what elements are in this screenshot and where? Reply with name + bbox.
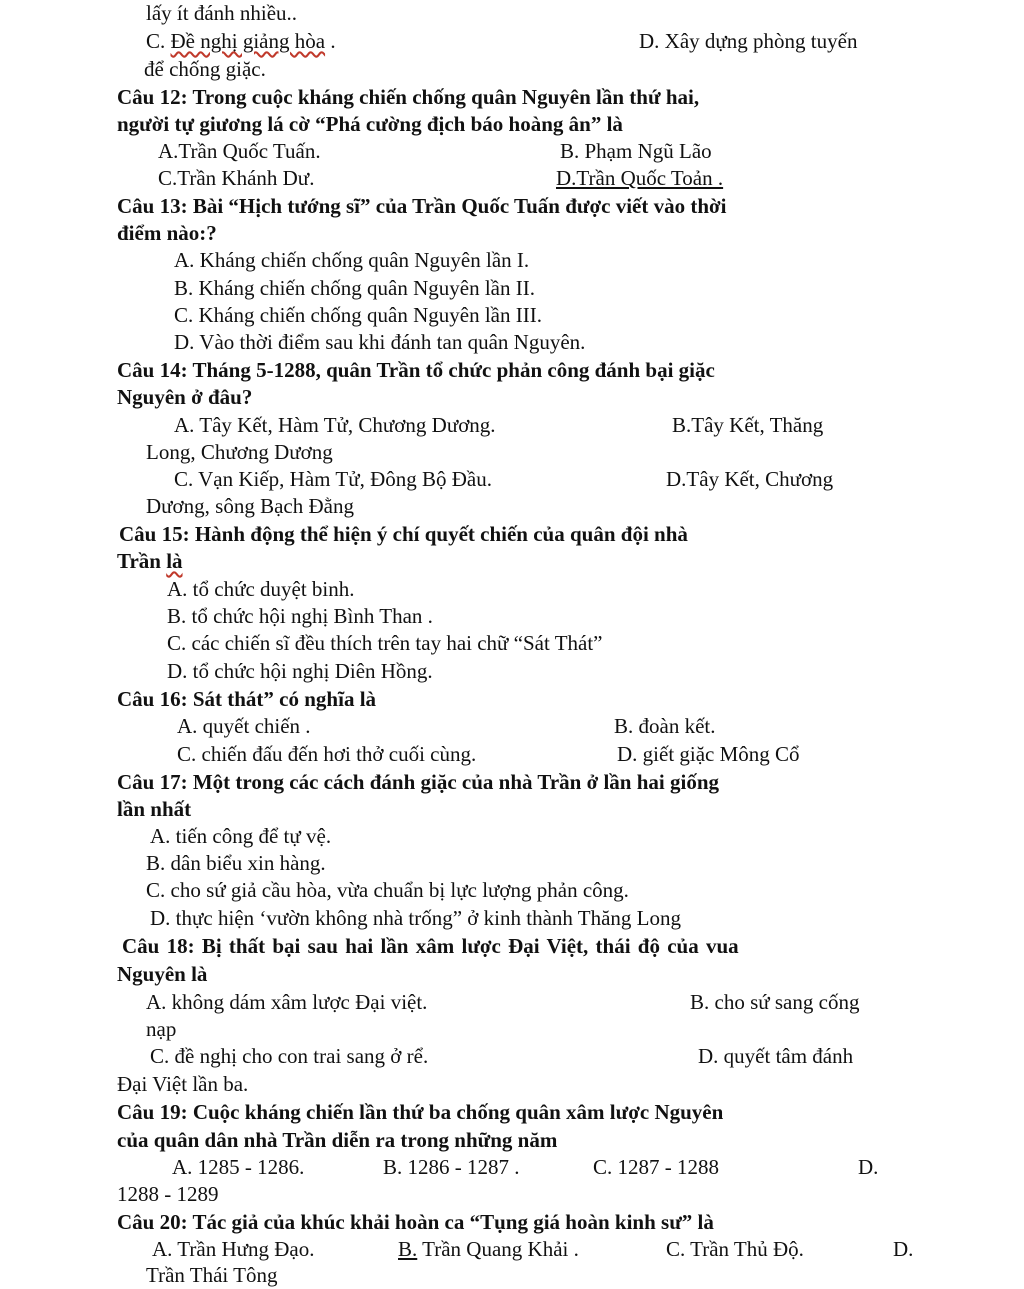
intro-text-line: lấy ít đánh nhiều.. — [146, 1, 298, 25]
question-13-line1: Câu 13: Bài “Hịch tướng sĩ” của Trần Quốc Tuấn được viết vào thời — [117, 194, 727, 218]
q18-option-d: D. quyết tâm đánh — [698, 1044, 854, 1068]
question-19-line2: của quân dân nhà Trần diễn ra trong những năm — [117, 1128, 558, 1152]
q19-option-d-cont: 1288 - 1289 — [117, 1182, 219, 1206]
q12-option-b: B. Phạm Ngũ Lão — [560, 139, 712, 163]
q15-option-d: D. tổ chức hội nghị Diên Hồng. — [167, 659, 433, 683]
intro-option-d: D. Xây dựng phòng tuyến — [639, 29, 858, 53]
q13-option-b: B. Kháng chiến chống quân Nguyên lần II. — [174, 276, 535, 300]
q13-option-c: C. Kháng chiến chống quân Nguyên lần III. — [174, 303, 542, 327]
question-18-line2: Nguyên là — [117, 962, 208, 986]
q16-option-b: B. đoàn kết. — [614, 714, 716, 738]
q14-option-c: C. Vạn Kiếp, Hàm Tử, Đông Bộ Đầu. — [174, 467, 492, 491]
question-19-line1: Câu 19: Cuộc kháng chiến lần thứ ba chống quân xâm lược Nguyên — [117, 1100, 724, 1124]
question-15-line1: Câu 15: Hành động thể hiện ý chí quyết chiến của quân đội nhà — [119, 522, 688, 546]
option-letter: C. — [146, 29, 171, 53]
q17-option-b: B. dân biểu xin hàng. — [146, 851, 326, 875]
q15-option-c: C. các chiến sĩ đều thích trên tay hai chữ “Sát Thát” — [167, 631, 603, 655]
q20-option-b: B. Trần Quang Khải . — [398, 1237, 579, 1261]
q12-option-c: C.Trần Khánh Dư. — [158, 166, 315, 190]
q18-option-c: C. đề nghị cho con trai sang ở rể. — [150, 1044, 429, 1068]
question-14-line1: Câu 14: Tháng 5-1288, quân Trần tổ chức phản công đánh bại giặc — [117, 358, 715, 382]
q12-option-a: A.Trần Quốc Tuấn. — [158, 139, 321, 163]
q19-option-d: D. — [858, 1155, 879, 1179]
q18-option-b-cont: nạp — [146, 1017, 177, 1041]
q12-option-d: D.Trần Quốc Toản . — [556, 166, 724, 190]
q16-option-a: A. quyết chiến . — [177, 714, 311, 738]
q18-option-d-cont: Đại Việt lần ba. — [117, 1072, 249, 1096]
question-13-line2: điểm nào:? — [117, 221, 217, 245]
q13-option-d: D. Vào thời điểm sau khi đánh tan quân Nguyên. — [174, 330, 586, 354]
q18-option-a: A. không dám xâm lược Đại việt. — [146, 990, 428, 1014]
q14-option-d: D.Tây Kết, Chương — [666, 467, 834, 491]
question-14-line2: Nguyên ở đâu? — [117, 385, 253, 409]
q13-option-a: A. Kháng chiến chống quân Nguyên lần I. — [174, 248, 530, 272]
q17-option-c: C. cho sứ giả cầu hòa, vừa chuẩn bị lực lượng phản công. — [146, 878, 629, 902]
question-15-line2: Trần là — [117, 549, 183, 573]
q20-option-a: A. Trần Hưng Đạo. — [152, 1237, 315, 1261]
q19-option-a: A. 1285 - 1286. — [172, 1155, 305, 1179]
question-20-line1: Câu 20: Tác giả của khúc khải hoàn ca “Tụng giá hoàn kinh sư” là — [117, 1210, 714, 1234]
q19-option-c: C. 1287 - 1288 — [593, 1155, 719, 1179]
q14-option-a: A. Tây Kết, Hàm Tử, Chương Dương. — [174, 413, 496, 437]
intro-option-c: C. Đề nghị giảng hòa . — [146, 29, 336, 53]
q20-option-c: C. Trần Thủ Độ. — [666, 1237, 804, 1261]
question-16-line1: Câu 16: Sát thát” có nghĩa là — [117, 687, 377, 711]
question-18-line1: Câu 18: Bị thất bại sau hai lần xâm lược Đại Việt, thái độ của vua — [122, 934, 739, 958]
q18-option-b: B. cho sứ sang cống — [690, 990, 860, 1014]
q14-option-d-cont: Dương, sông Bạch Đằng — [146, 494, 354, 518]
q14-option-b-cont: Long, Chương Dương — [146, 440, 333, 464]
q17-option-a: A. tiến công để tự vệ. — [150, 824, 332, 848]
question-12-line1: Câu 12: Trong cuộc kháng chiến chống quân Nguyên lần thứ hai, — [117, 85, 700, 109]
q20-option-d: D. — [893, 1237, 914, 1261]
question-12-line2: người tự giương lá cờ “Phá cường địch báo hoàng ân” là — [117, 112, 623, 136]
question-17-line2: lần nhất — [117, 797, 192, 821]
option-text-underlined: Đề nghị giảng hòa — [170, 29, 326, 53]
q16-option-d: D. giết giặc Mông Cổ — [617, 742, 800, 766]
q15-option-b: B. tổ chức hội nghị Bình Than . — [167, 604, 433, 628]
q19-option-b: B. 1286 - 1287 . — [383, 1155, 520, 1179]
q16-option-c: C. chiến đấu đến hơi thở cuối cùng. — [177, 742, 477, 766]
q15-option-a: A. tổ chức duyệt binh. — [167, 577, 355, 601]
intro-option-d-cont: để chống giặc. — [144, 57, 266, 81]
q17-option-d: D. thực hiện ‘vườn không nhà trống” ở kinh thành Thăng Long — [150, 906, 681, 930]
q14-option-b: B.Tây Kết, Thăng — [672, 413, 824, 437]
question-17-line1: Câu 17: Một trong các cách đánh giặc của nhà Trần ở lần hai giống — [117, 770, 720, 794]
q20-option-d-cont: Trần Thái Tông — [146, 1263, 278, 1287]
